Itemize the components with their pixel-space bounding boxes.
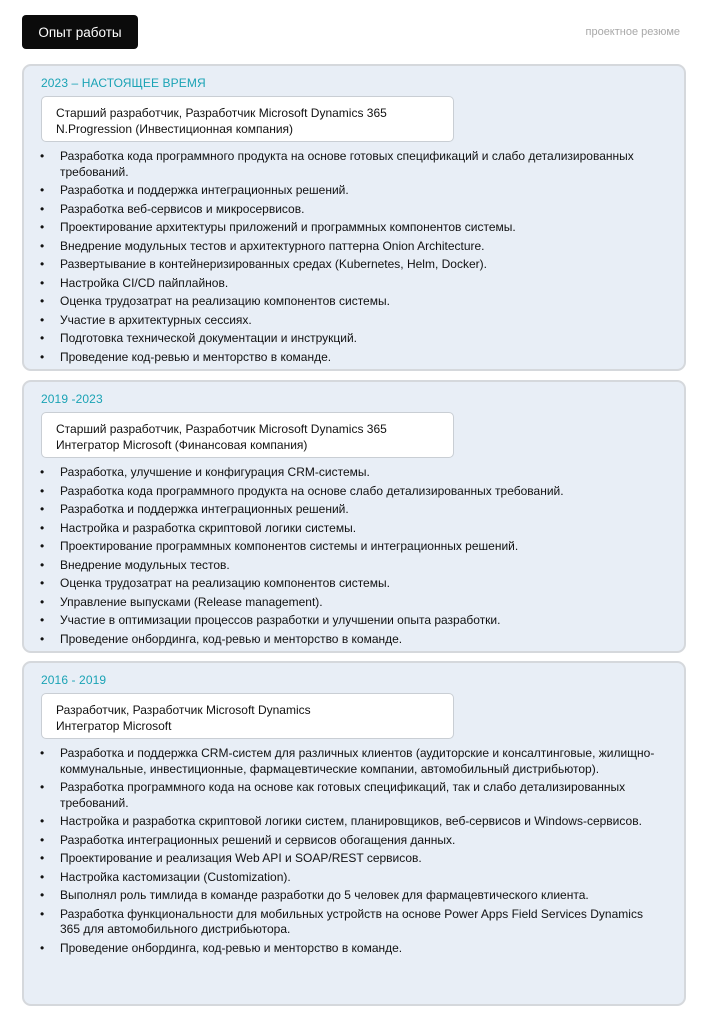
list-item (24, 780, 664, 811)
bullet-icon: • (40, 183, 45, 197)
bullet-icon: • (40, 557, 45, 572)
duty-text: Настройка CI/CD пайплайнов. (60, 275, 229, 290)
duty-text: Проведение код-ревью и менторство в команде. (60, 349, 332, 364)
duty-text: Участие в архитектурных сессиях. (60, 312, 252, 327)
bullet-icon: • (40, 814, 45, 828)
bullet-icon: • (40, 780, 45, 794)
bullet-icon: • (40, 746, 45, 760)
bullet-icon: • (40, 502, 45, 516)
duties-list (24, 746, 664, 959)
duty-text: Проведение онбординга, код-ревью и менторство в команде. (60, 940, 403, 955)
role-company: N.Progression (Инвестиционная компания) (56, 122, 294, 136)
duty-text: Разработка программного кода на основе как готовых спецификаций, так и слабо детализированных требований. (60, 780, 626, 810)
bullet-icon: • (40, 465, 45, 479)
list-item (24, 613, 664, 629)
duty-text: Разработка веб-сервисов и микросервисов. (60, 201, 305, 216)
role-title: Разработчик, Разработчик Microsoft Dynamics (56, 703, 311, 717)
duty-text: Настройка и разработка скриптовой логики систем, планировщиков, веб-сервисов и Windows-сервисов. (60, 814, 642, 828)
duty-text: Подготовка технической документации и инструкций. (60, 331, 358, 345)
duty-text: Оценка трудозатрат на реализацию компонентов системы. (60, 576, 390, 590)
duty-text: Разработка кода программного продукта на основе слабо детализированных требований. (60, 483, 564, 498)
duties-list (24, 149, 664, 368)
duty-text: Оценка трудозатрат на реализацию компонентов системы. (60, 294, 390, 308)
role-box (41, 693, 454, 739)
list-item (24, 502, 664, 518)
duty-text: Внедрение модульных тестов. (60, 557, 230, 572)
duty-text: Проведение онбординга, код-ревью и менторство в команде. (60, 631, 403, 646)
job-period: 2019 -2023 (41, 392, 103, 406)
bullet-icon: • (40, 832, 45, 847)
bullet-icon: • (40, 238, 45, 253)
bullet-icon: • (40, 539, 45, 553)
list-item (24, 276, 664, 292)
role-company: Интегратор Microsoft (56, 719, 172, 733)
bullet-icon: • (40, 631, 45, 646)
list-item (24, 294, 664, 310)
job-period: 2016 - 2019 (41, 673, 107, 687)
list-item (24, 202, 664, 218)
list-item (24, 746, 664, 777)
section-title: Опыт работы (22, 15, 138, 49)
duty-text: Развертывание в контейнеризированных средах (Kubernetes, Helm, Docker). (60, 257, 487, 271)
list-item (24, 313, 664, 329)
bullet-icon: • (40, 294, 45, 308)
bullet-icon: • (40, 594, 45, 609)
list-item (24, 149, 664, 180)
list-item (24, 558, 664, 574)
list-item (24, 183, 664, 199)
bullet-icon: • (40, 312, 45, 327)
list-item (24, 941, 664, 957)
duty-text: Разработка и поддержка CRM-систем для различных клиентов (аудиторские и консалтинговые, жилищно-коммунальные, инвестиционные, фармацевтические компании, автомобильный дистрибьютор). (60, 746, 655, 776)
bullet-icon: • (40, 483, 45, 498)
duty-text: Разработка кода программного продукта на основе готовых спецификаций и слабо детализированных требований. (60, 149, 634, 179)
role-title: Старший разработчик, Разработчик Microsoft Dynamics 365 (56, 106, 387, 120)
list-item (24, 239, 664, 255)
bullet-icon: • (40, 349, 45, 364)
bullet-icon: • (40, 257, 45, 271)
duty-text: Разработка и поддержка интеграционных решений. (60, 502, 349, 516)
duty-text: Внедрение модульных тестов и архитектурного паттерна Onion Architecture. (60, 238, 485, 253)
duties-list (24, 465, 664, 650)
bullet-icon: • (40, 275, 45, 290)
list-item (24, 907, 664, 938)
duty-text: Проектирование программных компонентов системы и интеграционных решений. (60, 539, 519, 553)
list-item (24, 465, 664, 481)
list-item (24, 833, 664, 849)
role-box (41, 412, 454, 458)
list-item (24, 851, 664, 867)
document-label: проектное резюме (585, 26, 680, 38)
list-item (24, 814, 664, 830)
bullet-icon: • (40, 888, 45, 902)
list-item (24, 870, 664, 886)
bullet-icon: • (40, 869, 45, 884)
duty-text: Участие в оптимизации процессов разработки и улучшении опыта разработки. (60, 613, 501, 627)
bullet-icon: • (40, 201, 45, 216)
duty-text: Управление выпусками (Release management). (60, 594, 323, 609)
bullet-icon: • (40, 613, 45, 627)
role-company: Интегратор Microsoft (Финансовая компания) (56, 438, 308, 452)
role-box (41, 96, 454, 142)
list-item (24, 257, 664, 273)
job-period: 2023 – НАСТОЯЩЕЕ ВРЕМЯ (41, 76, 206, 90)
bullet-icon: • (40, 940, 45, 955)
duty-text: Выполнял роль тимлида в команде разработки до 5 человек для фармацевтического клиента. (60, 888, 589, 902)
duty-text: Настройка и разработка скриптовой логики системы. (60, 520, 357, 535)
list-item (24, 539, 664, 555)
bullet-icon: • (40, 851, 45, 865)
duty-text: Проектирование архитектуры приложений и программных компонентов системы. (60, 220, 516, 234)
bullet-icon: • (40, 520, 45, 535)
role-title: Старший разработчик, Разработчик Microsoft Dynamics 365 (56, 422, 387, 436)
list-item (24, 888, 664, 904)
list-item (24, 350, 664, 366)
list-item (24, 632, 664, 648)
job-card (22, 380, 686, 653)
bullet-icon: • (40, 149, 45, 163)
duty-text: Разработка и поддержка интеграционных решений. (60, 183, 349, 197)
job-card (22, 661, 686, 1006)
duty-text: Разработка, улучшение и конфигурация CRM-системы. (60, 465, 370, 479)
duty-text: Разработка интеграционных решений и сервисов обогащения данных. (60, 832, 456, 847)
bullet-icon: • (40, 906, 45, 921)
bullet-icon: • (40, 220, 45, 234)
bullet-icon: • (40, 331, 45, 345)
list-item (24, 595, 664, 611)
list-item (24, 521, 664, 537)
duty-text: Проектирование и реализация Web API и SOAP/REST сервисов. (60, 851, 422, 865)
bullet-icon: • (40, 576, 45, 590)
list-item (24, 576, 664, 592)
duty-text: Разработка функциональности для мобильных устройств на основе Power Apps Field Services Dynamics 365 для автомобильного дистрибьютора. (60, 906, 643, 936)
list-item (24, 220, 664, 236)
list-item (24, 331, 664, 347)
list-item (24, 484, 664, 500)
duty-text: Настройка кастомизации (Customization). (60, 869, 291, 884)
job-card (22, 64, 686, 371)
